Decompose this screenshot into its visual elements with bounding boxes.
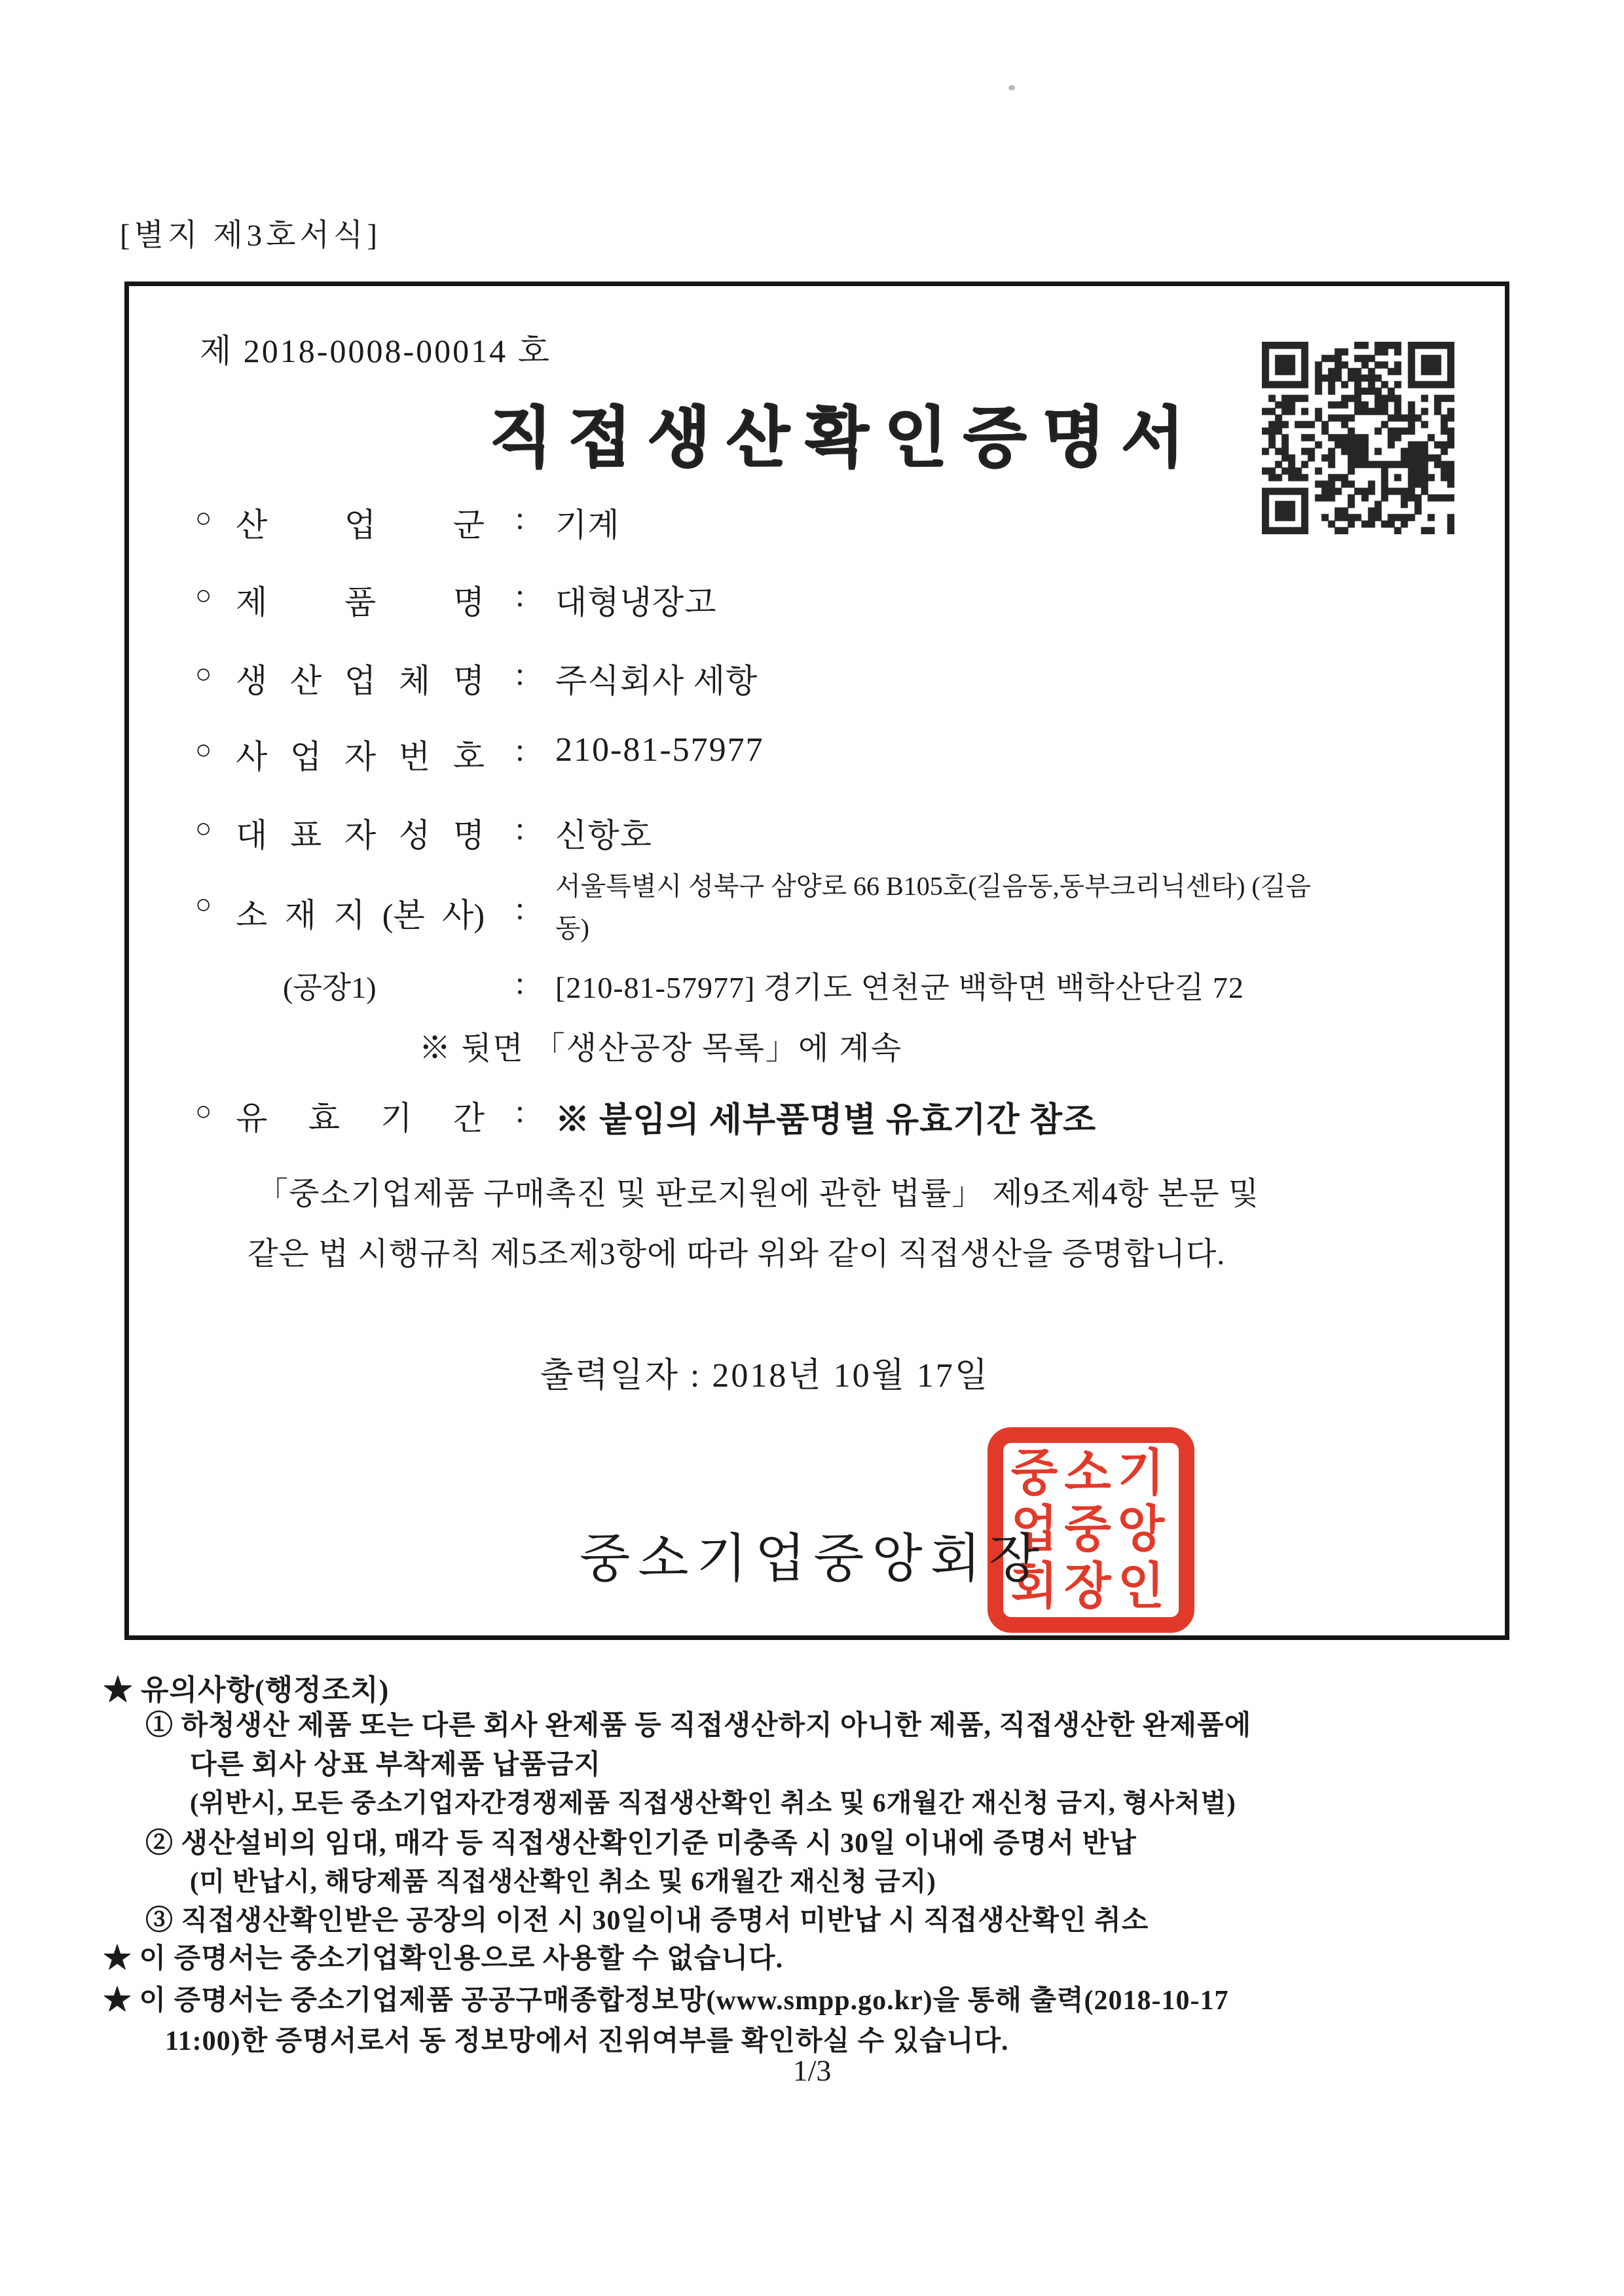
field-value-validity: ※ 붙임의 세부품명별 유효기간 참조 [555, 1102, 1097, 1139]
circle-bullet: ○ [195, 1097, 212, 1127]
circled-number-3: ③ [145, 1906, 174, 1936]
field-colon: : [515, 500, 525, 536]
notice-star-3-line-2: 11:00)한 증명서로서 동 정보망에서 진위여부를 확인하실 수 있습니다. [165, 2026, 1009, 2056]
field-value-address [555, 866, 1311, 949]
document-number: 제 2018-0008-00014 호 [200, 333, 551, 369]
continued-on-back-note: ※ 뒷면 「생산공장 목록」에 계속 [419, 1031, 903, 1066]
circle-bullet: ○ [195, 503, 212, 534]
field-label: 생 산 업 체 명 [236, 663, 485, 699]
circle-bullet: ○ [195, 659, 212, 689]
field-label: 소 재 지 (본 사) [236, 897, 485, 934]
qr-code [1262, 342, 1454, 534]
field-label: 유 효 기 간 [236, 1100, 485, 1137]
circled-number-1: ① [145, 1711, 174, 1741]
field-label: 산 업 군 [236, 507, 485, 543]
field-row-validity [195, 1092, 1096, 1141]
address-line-2: 동) [555, 913, 589, 943]
seal-text-row: 중소기 [1010, 1445, 1172, 1502]
field-value-product: 대형냉장고 [555, 584, 717, 621]
issuer-signature: 중소기업중앙회장 [580, 1531, 1048, 1588]
field-value-representative: 신항호 [555, 817, 652, 854]
field-value-factory-address: [210-81-57977] 경기도 연천군 백학면 백학산단길 72 [555, 971, 1244, 1004]
seal-text-row: 회장인 [1010, 1558, 1172, 1615]
notice-item-2-line-1: ② 생산설비의 임대, 매각 등 직접생산확인기준 미충족 시 30일 이내에 증명서 반납 [145, 1829, 1137, 1859]
field-value-business-number: 210-81-57977 [555, 731, 764, 769]
legal-line-1: 「중소기업제품 구매촉진 및 판로지원에 관한 법률」 제9조제4항 본문 및 [257, 1176, 1259, 1211]
notice-item-1-line-1: ① 하청생산 제품 또는 다른 회사 완제품 등 직접생산하지 아니한 제품, 직접생산한 완제품에 [145, 1711, 1252, 1741]
circle-bullet: ○ [195, 581, 212, 611]
field-row-address-hq [195, 866, 1311, 949]
field-colon: : [515, 890, 525, 926]
field-colon: : [515, 655, 525, 692]
circled-number-2: ② [145, 1829, 174, 1859]
field-colon: : [515, 731, 525, 768]
field-row-manufacturer [195, 655, 758, 702]
field-value-industry: 기계 [555, 507, 620, 543]
seal-text-row: 업중앙 [1010, 1502, 1172, 1558]
field-label: 대 표 자 성 명 [236, 817, 485, 854]
field-label: 사 업 자 번 호 [236, 738, 485, 775]
field-colon: : [515, 1093, 525, 1129]
field-label: 제 품 명 [236, 584, 485, 621]
bullet-spacer [195, 964, 236, 968]
scan-speck [1008, 85, 1015, 90]
notice-item-1-line-3: (위반시, 모든 중소기업자간경쟁제품 직접생산확인 취소 및 6개월간 재신청 금지, 형사처벌) [190, 1788, 1236, 1817]
legal-line-2: 같은 법 시행규칙 제5조제3항에 따라 위와 같이 직접생산을 증명합니다. [248, 1237, 1226, 1271]
address-line-1: 서울특별시 성북구 삼양로 66 B105호(길음동,동부크리닉센타) (길음 [555, 871, 1311, 901]
notice-star-2: ★ 이 증명서는 중소기업확인용으로 사용할 수 없습니다. [103, 1944, 784, 1974]
field-row-factory1 [195, 964, 1244, 1007]
form-type-label: [별지 제3호서식] [120, 219, 381, 253]
certificate-title: 직접생산확인증명서 [489, 402, 1200, 475]
print-date: 출력일자 : 2018년 10월 17일 [540, 1357, 990, 1394]
notice-item-3-line-1: ③ 직접생산확인받은 공장의 이전 시 30일이내 증명서 미반납 시 직접생산확인 취소 [145, 1906, 1149, 1936]
field-colon: : [515, 964, 525, 1001]
page-number: 1/3 [792, 2054, 832, 2087]
field-colon: : [515, 577, 525, 613]
circle-bullet: ○ [195, 735, 212, 765]
field-value-company: 주식회사 세항 [555, 663, 758, 699]
field-label-factory: (공장1) [283, 971, 377, 1004]
field-row-industry-group [195, 499, 620, 546]
notices-heading: ★ 유의사항(행정조치) [103, 1674, 390, 1706]
legal-statement [248, 1164, 1400, 1285]
field-row-representative [195, 809, 652, 856]
field-row-business-number [195, 731, 764, 778]
field-colon: : [515, 810, 525, 847]
notice-star-3-line-1: ★ 이 증명서는 중소기업제품 공공구매종합정보망(www.smpp.go.kr)을 통해 출력(2018-10-17 [103, 1986, 1229, 2016]
notice-item-1-line-2: 다른 회사 상표 부착제품 납품금지 [190, 1750, 602, 1780]
field-row-product-name [195, 576, 717, 623]
notice-item-2-line-2: (미 반납시, 해당제품 직접생산확인 취소 및 6개월간 재신청 금지) [190, 1867, 936, 1896]
circle-bullet: ○ [195, 890, 212, 920]
circle-bullet: ○ [195, 814, 212, 844]
